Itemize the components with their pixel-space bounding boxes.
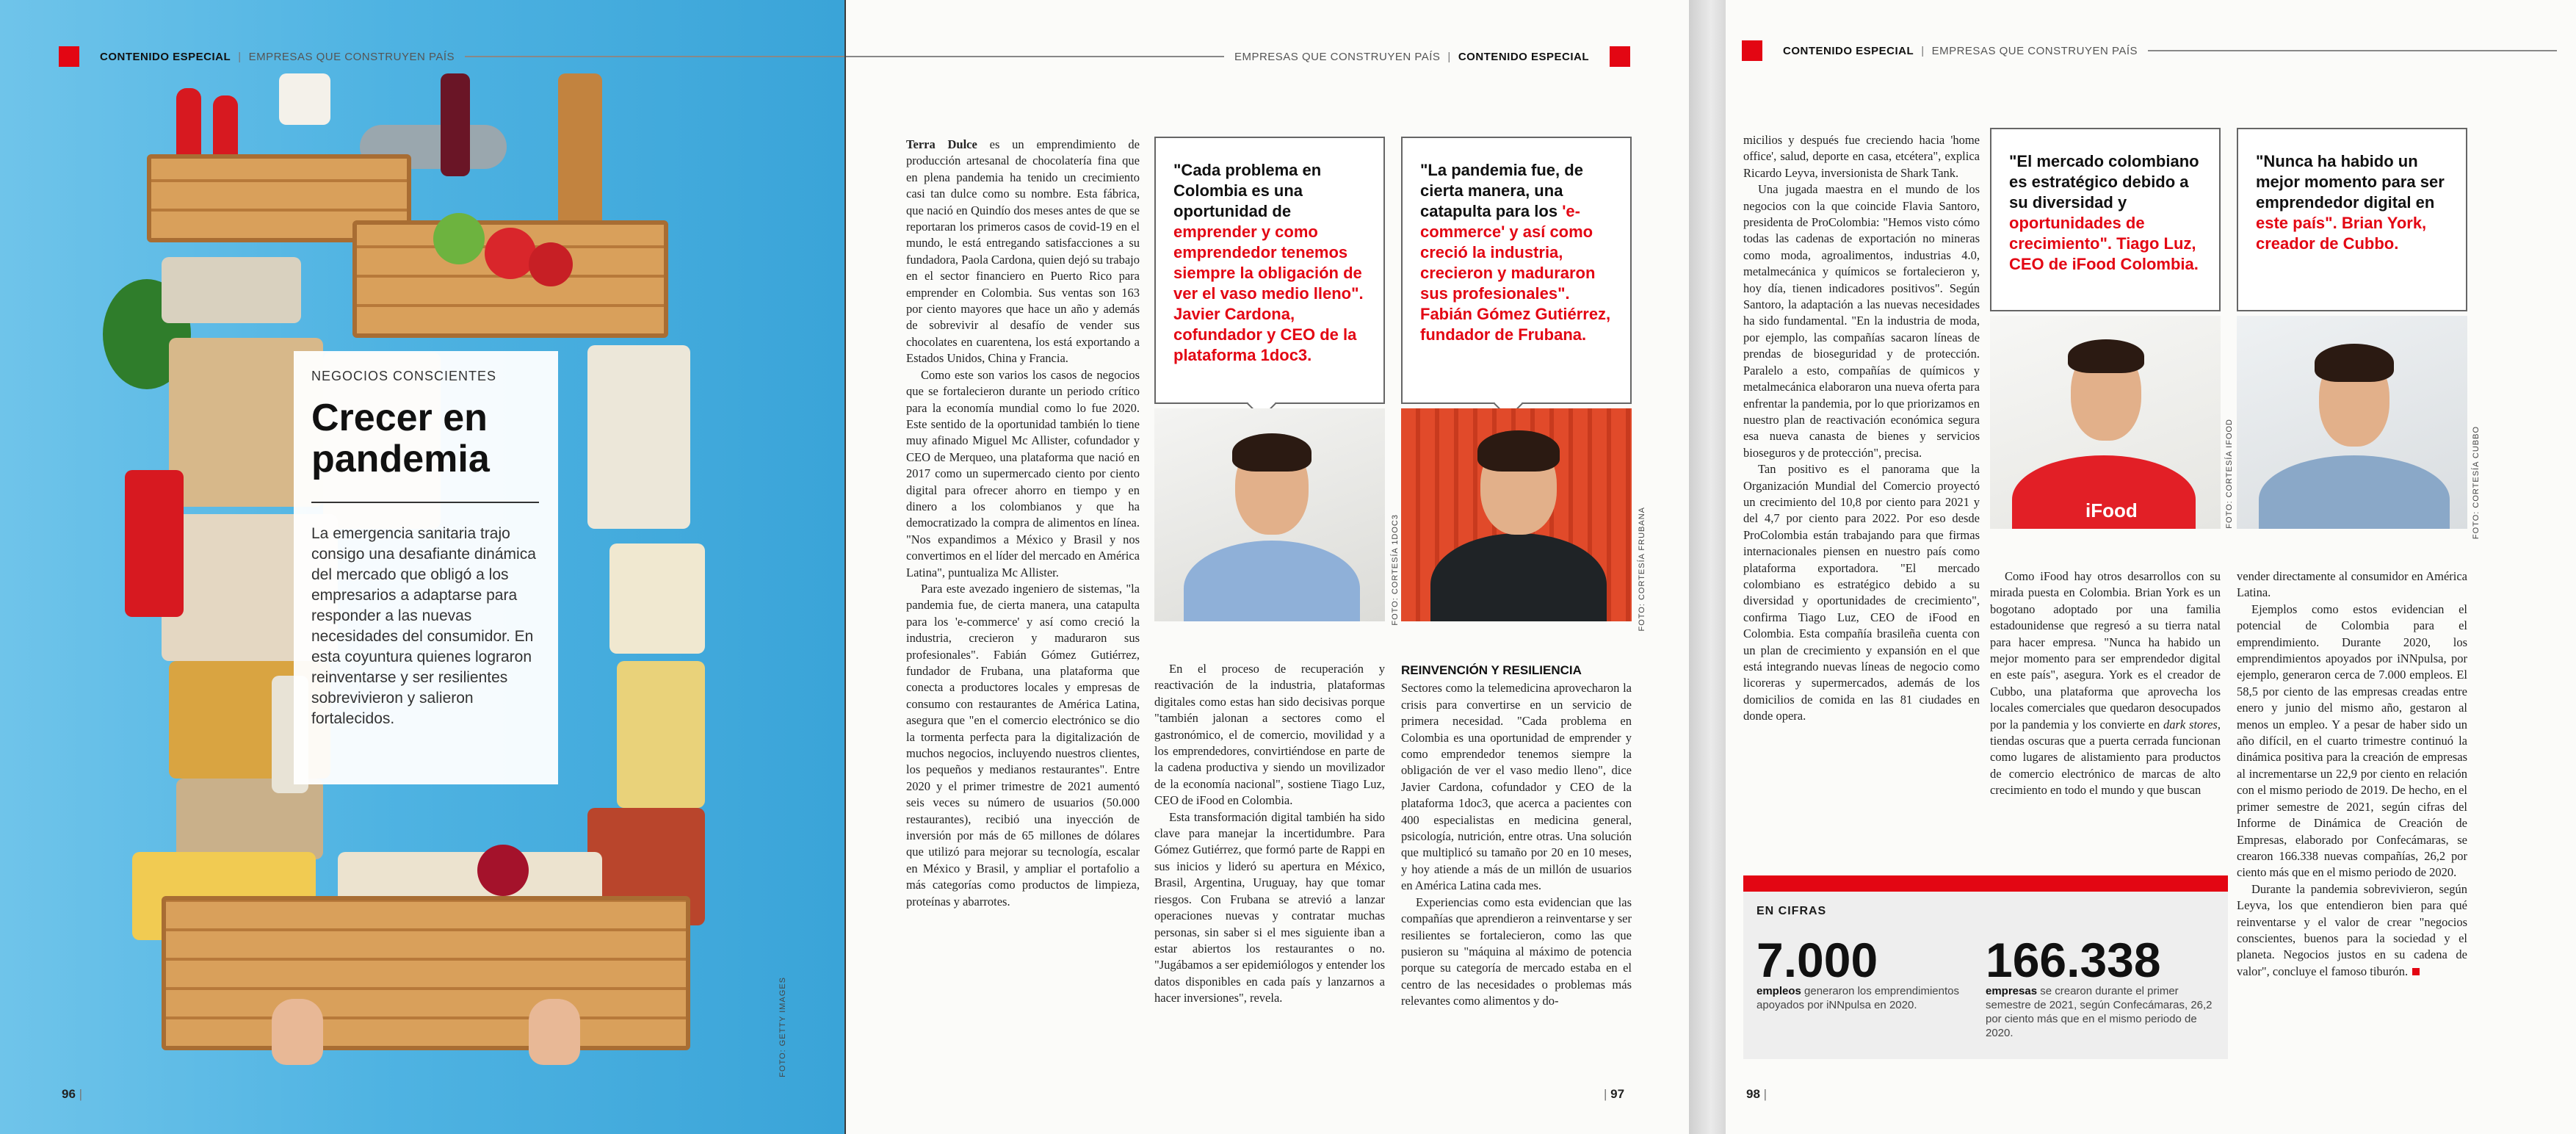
page-header	[59, 46, 844, 68]
paragraph: Para este avezado ingeniero de sistemas, "la pandemia fue, de cierta manera, una catapulta para los 'e-commerce' y así como creció la industria, crecieron y maduraron sus profesionales". Fabián Gómez Gutiérrez, fundador de Frubana, una plataforma que conecta a productores locales y empresas de consumo con restaurantes de América Latina, asegura que "en el comercio electrónico se dio la tormenta perfecta para la digitalización de muchos negocios, incluyendo nuestros clientes, los pequeños y medianos restaurantes". Entre 2020 y el primer trimestre de 2021 aumentó seis veces su número de usuarios (50.000 restaurantes), recibió una inyección de inversión por más de 65 millones de dólares que utilizó para mejorar su tecnología, escalar en México y Brasil, y ampliar el portafolio a más categorías como productos de limpieza, proteínas y abarrotes.	[906, 581, 1140, 909]
paragraph: Terra Dulce es un emprendimiento de producción artesanal de chocolatería fina que en plena pandemia ha tenido un crecimiento casi tan dulce como su nombre. Esta fábrica, que nació en Quindío dos meses antes de que se reportaran los primeros casos de covid-19 en el mundo, le está entregando satisfacciones a su fundadora, Paola Cardona, quien dejó su trabajo en el sector financiero en Puerto Rico para emprender en Colombia. Sus ventas son 163 por ciento mayores que hace un año y además de sobrevivir al desafío de vender sus chocolates en cuarentena, los está exportando a Estados Unidos, China y Francia.	[906, 137, 1140, 366]
end-of-article-mark	[2412, 968, 2420, 975]
paragraph: Ejemplos como estos evidencian el potencial de Colombia para el emprendimiento. Durante 2020, los emprendimientos apoyados por iNNpulsa, por ejemplo, generaron cerca de 7.000 empleos. El 58,5 por ciento de las empresas creadas entre enero y junio del mismo año, gestaron al menos un empleo. Y a pesar de haber sido un año difícil, en el cuarto trimestre continuó la dinámica positiva para la creación de empresas al incrementarse un 22,9 por ciento en relación con el mismo periodo de 2019. De hecho, en el primer semestre de 2021, según cifras del Informe de Dinámica de Creación de Empresas, elaborado por Confecámaras, se crearon 166.338 nuevas compañías, 26,2 por ciento más que en el mismo periodo de 2020.	[2237, 602, 2467, 880]
body-column-3	[1401, 660, 1632, 1010]
header-section: CONTENIDO ESPECIAL	[1783, 44, 1914, 57]
stat-caption: empresas se crearon durante el primer semestre de 2021, según Confecámaras, 26,2 por ciento más que en el mismo periodo de 2020.	[1986, 985, 2213, 1039]
photo-javier-cardona	[1154, 408, 1385, 621]
header-series: EMPRESAS QUE CONSTRUYEN PAÍS	[1931, 44, 2138, 57]
header-rule	[2148, 50, 2557, 51]
photo-credit-ifood: FOTO: CORTESÍA IFOOD	[2225, 419, 2234, 529]
kicker: NEGOCIOS CONSCIENTES	[311, 369, 497, 383]
photo-credit-frubana: FOTO: CORTESÍA FRUBANA	[1638, 507, 1646, 632]
header-section: CONTENIDO ESPECIAL	[100, 50, 231, 63]
header-red-tab	[59, 46, 79, 67]
header-section: CONTENIDO ESPECIAL	[1458, 50, 1589, 63]
stat-number: 166.338	[1986, 933, 2161, 987]
page-header	[1742, 40, 2557, 62]
photo-credit-1doc3: FOTO: CORTESÍA 1DOC3	[1391, 514, 1400, 626]
page-97	[846, 0, 1689, 1134]
cifras-stat-2	[1986, 933, 2221, 1040]
header-series: EMPRESAS QUE CONSTRUYEN PAÍS	[1234, 50, 1441, 63]
page-number: 98 |	[1746, 1087, 1768, 1101]
header-rule	[846, 56, 1224, 57]
paragraph: Como iFood hay otros desarrollos con su mirada puesta en Colombia. Brian York es un bogotano adoptado por una familia estadounidense que regresó a su tierra natal para hacer empresa. "Nunca ha habido un mejor momento para ser emprendedor digital en este país", asegura. York es el creador de Cubbo, una plataforma que aprovecha los locales comerciales que quedaron desocupados por la pandemia y los convierte en dark stores, tiendas oscuras que a puerta cerrada funcionan como lugares de alistamiento para productos de comercio electrónico de marcas de alto crecimiento en todo el mundo y que buscan	[1990, 569, 2221, 798]
paragraph: Una jugada maestra en el mundo de los negocios con la que coincide Flavia Santoro, presidenta de ProColombia: "Hemos visto cómo todas las cadenas de exportación no mineras como moda, agroalimentos, industrias 4.0, metalmecánica y químicos se fortalecieron y, hoy día, tienen indicadores positivos". Según Santoro, la adaptación a las nuevas necesidades ha sido fundamental. "En la industria de moda, por ejemplo, las compañías sacaron líneas de prendas de bioseguridad y de protección. Paralelo a esto, compañías de químicos y metalmecánica elaboraron una nueva oferta para enfrentar la pandemia, por lo que priorizamos en nuestro plan de reactivación económica segura esa nueva canasta de bienes y servicios bioseguros y de protección", precisa.	[1743, 182, 1980, 460]
cifras-red-bar	[1743, 875, 2228, 892]
header-red-tab	[1742, 40, 1762, 61]
stat-number: 7.000	[1756, 933, 1878, 987]
header-separator: |	[1921, 44, 1925, 57]
page-98	[1726, 0, 2576, 1134]
photo-credit-getty: FOTO: GETTY IMAGES	[778, 977, 787, 1077]
body-column-1	[906, 137, 1140, 910]
body-column-2	[1154, 661, 1385, 1007]
en-cifras-box	[1743, 875, 2228, 1059]
page-number: | 97	[1604, 1087, 1625, 1101]
header-red-tab	[1610, 46, 1630, 67]
header-separator: |	[238, 50, 242, 63]
title-rule	[311, 502, 539, 503]
article-title-box	[294, 351, 558, 784]
page-96	[0, 0, 844, 1134]
photo-credit-cubbo: FOTO: CORTESÍA CUBBO	[2472, 426, 2481, 540]
article-lead: La emergencia sanitaria trajo consigo una desafiante dinámica del mercado que obligó a los empresarios a adaptarse para responder a las nuevas necesidades del consumidor. En esta coyuntura quienes lograron reinventarse y ser resilientes sobrevivieron y salieron fortalecidos.	[311, 525, 536, 727]
shirt-logo-text: iFood	[2085, 499, 2138, 521]
photo-brian-york	[2237, 316, 2467, 529]
cifras-title: EN CIFRAS	[1756, 905, 1827, 917]
photo-tiago-luz	[1990, 316, 2221, 529]
body-column-1	[1743, 132, 1980, 725]
paragraph: Como este son varios los casos de negocios que se fortalecieron durante un periodo crítico para la economía mundial como lo fue 2020. Este sentido de la oportunidad también lo tiene muy afinado Miguel Mc Allister, cofundador y CEO de Merqueo, una plataforma que nació en 2017 como un supermercado ciento por ciento digital para ofrecer ahorro en tiempo y en dinero a los colombianos y que ha democratizado la compra de alimentos en línea. "Nos expandimos a México y Brasil y nos convertimos en el líder del mercado en América Latina", puntualiza Mc Allister.	[906, 367, 1140, 579]
body-column-2	[1990, 568, 2221, 799]
quote-box-tiago-luz: "El mercado colombiano es estratégico debido a su diversidad y oportunidades de crecimiento". Tiago Luz, CEO de iFood Colombia.	[1990, 128, 2221, 311]
paragraph: micilios y después fue creciendo hacia 'home office', salud, deporte en casa, etcétera", explica Ricardo Leyva, inversionista de Shark Tank.	[1743, 133, 1980, 180]
paragraph: Durante la pandemia sobrevivieron, según Leyva, los que entendieron bien para qué reinventarse y el valor de crear "negocios conscientes, buenos para la sociedad y el planeta. Negocios justos en su cadena de valor", concluye el famoso tiburón.	[2237, 881, 2467, 978]
article-title: Crecer en pandemia	[311, 397, 490, 480]
paragraph: Tan positivo es el panorama que la Organización Mundial del Comercio proyectó un crecimiento del 10,8 por ciento para 2021 y del 4,7 por ciento para 2022. Por eso desde ProColombia están trabajando para que firmas internacionales piensen en nuestro país como plataforma exportadora. "El mercado colombiano es estratégico debido a su diversidad y oportunidades de crecimiento", confirma Tiago Luz, CEO de iFood en Colombia. Esta compañía brasileña cuenta con un plan de crecimiento y expansión en el que está integrando nuevas líneas de negocio como licoreras y supermercados, además de los domicilios de comida en las 81 ciudades en donde opera.	[1743, 462, 1980, 723]
body-column-3	[2237, 568, 2467, 980]
quote-box-cardona: "Cada problema en Colombia es una oportunidad de emprender y como emprendedor tenemos siempre la obligación de ver el vaso medio lleno". Javier Cardona, cofundador y CEO de la plataforma 1doc3.	[1154, 137, 1385, 404]
page-header	[846, 46, 1630, 68]
stat-caption: empleos generaron los emprendimientos apoyados por iNNpulsa en 2020.	[1756, 985, 1959, 1011]
page-gutter	[1689, 0, 1726, 1134]
paragraph: Experiencias como esta evidencian que las compañías que aprendieron a reinventarse y ser resilientes se fortalecieron, como las que pusieron su "máquina al máximo de potencia porque su categoría de mercado estaba en el centro de las necesidades o problemas más relevantes como alimentos y do-	[1401, 895, 1632, 1008]
section-heading: REINVENCIÓN Y RESILIENCIA	[1401, 663, 1582, 677]
page-number: 96 |	[62, 1087, 83, 1101]
header-series: EMPRESAS QUE CONSTRUYEN PAÍS	[248, 50, 455, 63]
paragraph: vender directamente al consumidor en América Latina.	[2237, 569, 2467, 600]
header-separator: |	[1447, 50, 1451, 63]
paragraph: En el proceso de recuperación y reactivación de la industria, plataformas digitales como estas han sido decisivas porque "también jalonan a sectores como el gastronómico, el de comercio, movilidad y a los emprendedores, convirtiéndose en parte de la cadena productiva y siendo un movilizador de la economía nacional", sostiene Tiago Luz, CEO de iFood en Colombia.	[1154, 662, 1385, 808]
quote-box-gomez: "La pandemia fue, de cierta manera, una catapulta para los 'e-commerce' y así como creció la industria, crecieron y maduraron sus profesionales". Fabián Gómez Gutiérrez, fundador de Frubana.	[1401, 137, 1632, 404]
photo-fabian-gomez	[1401, 408, 1632, 621]
header-rule	[465, 56, 844, 57]
paragraph: Sectores como la telemedicina aprovecharon la crisis para convertirse en un servicio de primera necesidad. "Cada problema en Colombia es una oportunidad de emprender y como emprendedor tenemos siempre la obligación de ver el vaso medio lleno", dice Javier Cardona, cofundador y CEO de la plataforma 1doc3, que acerca a pacientes con 400 especialistas en medicina general, psicología, nutrición, entre otras. Una solución que multiplicó su tamaño por 20 en 10 meses, y hoy atiende a más de un millón de usuarios en América Latina cada mes.	[1401, 681, 1632, 893]
cifras-stat-1	[1756, 933, 1977, 1012]
paragraph: Esta transformación digital también ha sido clave para manejar la incertidumbre. Para Gómez Gutiérrez, que formó parte de Rappi en sus inicios y lideró su apertura en México, Brasil, Argentina, Uruguay, hay que tomar riesgos. Con Frubana se atrevió a lanzar operaciones nuevas y contratar muchas personas, sin saber si el mes siguiente iban a estar abiertos los restaurantes o no. "Jugábamos a ser epidemiólogos y entender los datos disponibles en cada país y lanzarnos a hacer inversiones", revela.	[1154, 809, 1385, 1005]
quote-box-brian-york: "Nunca ha habido un mejor momento para ser emprendedor digital en este país". Brian York, creador de Cubbo.	[2237, 128, 2467, 311]
